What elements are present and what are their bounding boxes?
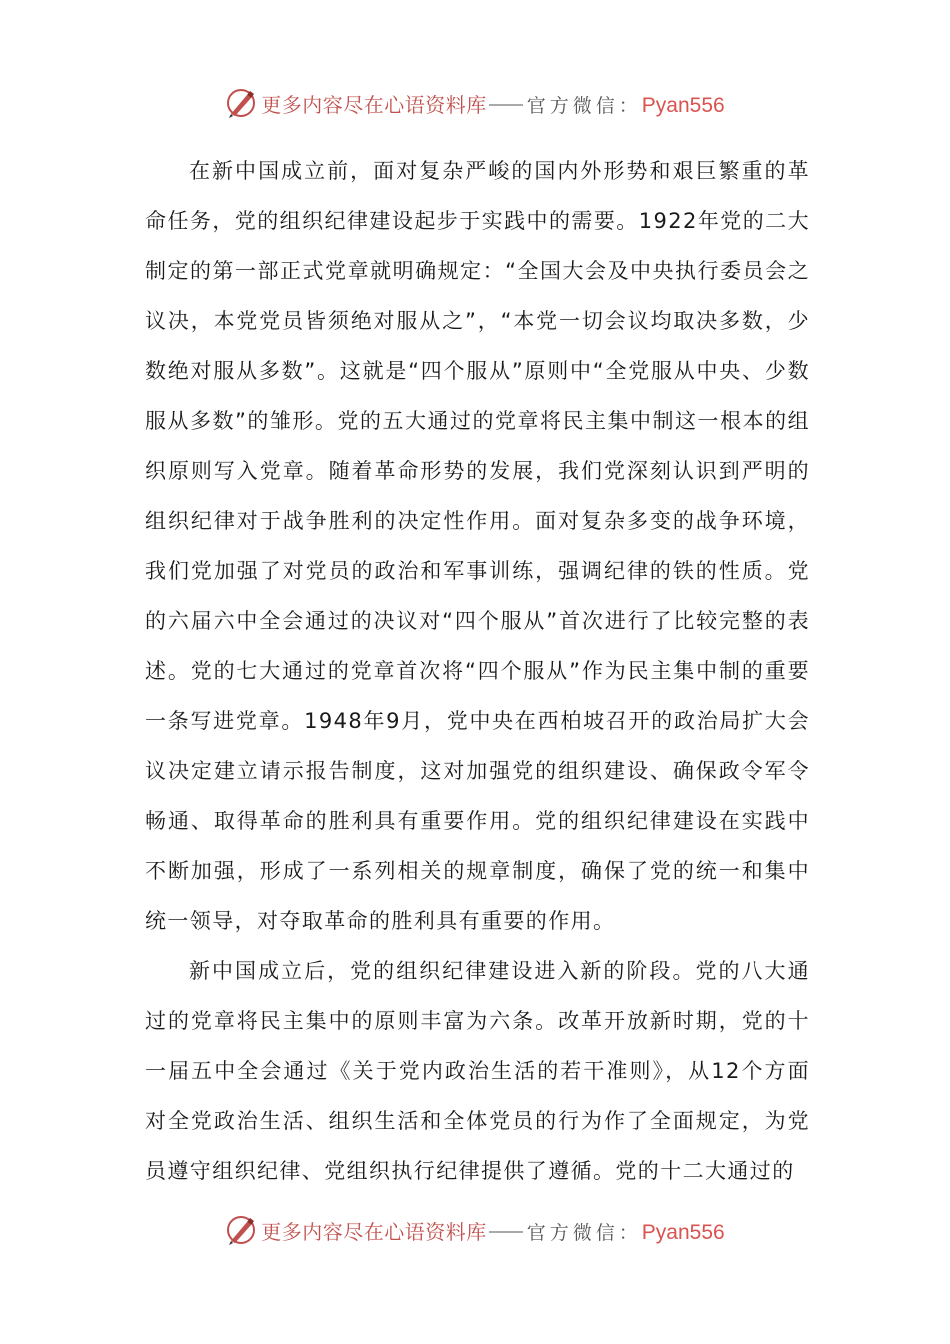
watermark-dash (489, 104, 523, 106)
document-body (145, 146, 810, 1196)
paragraph: 新中国成立后，党的组织纪律建设进入新的阶段。党的八大通过的党章将民主集中的原则丰富为六条。改革开放新时期，党的十一届五中全会通过《关于党内政治生活的若干准则》，从12个方面对全党政治生活、组织生活和全体党员的行为作了全面规定，为党员遵守组织纪律、党组织执行纪律提供了遵循。党的十二大通过的 (145, 959, 810, 1183)
pen-circle-logo-icon (225, 87, 257, 119)
pen-circle-logo-icon (225, 1214, 257, 1246)
watermark-dash (489, 1231, 523, 1233)
watermark-wechat-id: Pyan556 (641, 1220, 725, 1244)
header-watermark (0, 83, 950, 123)
watermark-text (261, 1216, 724, 1245)
paragraph: 在新中国成立前，面对复杂严峻的国内外形势和艰巨繁重的革命任务，党的组织纪律建设起步于实践中的需要。1922年党的二大制定的第一部正式党章就明确规定：“全国大会及中央执行委员会之议决，本党党员皆须绝对服从之”，“本党一切会议均取决多数，少数绝对服从多数”。这就是“四个服从”原则中“全党服从中央、少数服从多数”的雏形。党的五大通过的党章将民主集中制这一根本的组织原则写入党章。随着革命形势的发展，我们党深刻认识到严明的组织纪律对于战争胜利的决定性作用。面对复杂多变的战争环境，我们党加强了对党员的政治和军事训练，强调纪律的铁的性质。党的六届六中全会通过的决议对“四个服从”首次进行了比较完整的表述。党的七大通过的党章首次将“四个服从”作为民主集中制的重要一条写进党章。1948年9月，党中央在西柏坡召开的政治局扩大会议决定建立请示报告制度，这对加强党的组织建设、确保政令军令畅通、取得革命的胜利具有重要作用。党的组织纪律建设在实践中不断加强，形成了一系列相关的规章制度，确保了党的统一和集中统一领导，对夺取革命的胜利具有重要的作用。 (145, 159, 810, 933)
watermark-main-text: 更多内容尽在心语资料库 (261, 1219, 487, 1244)
watermark-text (261, 89, 724, 118)
watermark-main-text: 更多内容尽在心语资料库 (261, 92, 487, 117)
watermark-wechat-id: Pyan556 (641, 93, 725, 117)
watermark-label: 官方微信： (526, 1221, 642, 1244)
watermark-label: 官方微信： (526, 94, 642, 117)
footer-watermark (0, 1210, 950, 1250)
